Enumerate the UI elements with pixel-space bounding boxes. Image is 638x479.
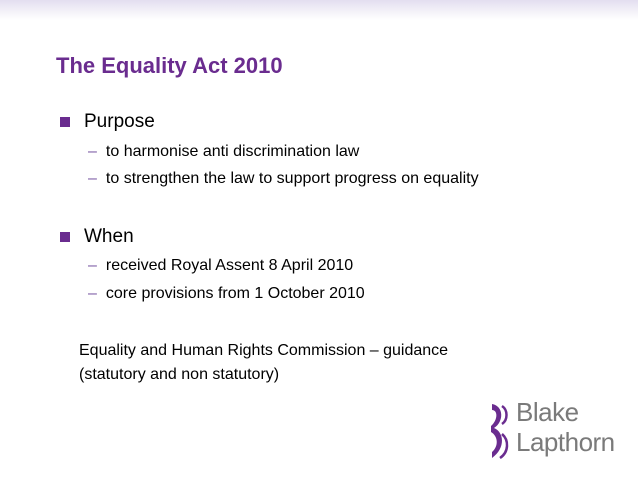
bullet-purpose-label: Purpose: [84, 111, 155, 132]
square-bullet-icon: [60, 232, 70, 242]
sub-bullet-strengthen: [88, 170, 479, 188]
logo-text-blake: Blake: [516, 397, 579, 427]
guidance-note-line: (statutory and non statutory): [79, 366, 280, 383]
sub-bullet-text: to strengthen the law to support progress on equality: [105, 170, 479, 187]
slide-title: The Equality Act 2010: [56, 53, 283, 78]
sub-bullet-text: to harmonise anti discrimination law: [105, 143, 360, 160]
guidance-note: [79, 339, 579, 387]
bullet-when-label: When: [84, 226, 134, 247]
square-bullet-icon: [60, 117, 70, 127]
dash-bullet-icon: –: [88, 170, 97, 187]
sub-bullet-royal-assent: [88, 257, 353, 275]
sub-bullet-text: core provisions from 1 October 2010: [105, 285, 365, 302]
bullet-purpose: [60, 111, 155, 133]
dash-bullet-icon: –: [88, 285, 97, 302]
guidance-note-line: Equality and Human Rights Commission – guidance: [79, 342, 449, 359]
blake-lapthorn-logo: [488, 397, 615, 462]
dash-bullet-icon: –: [88, 257, 97, 274]
sub-bullet-core-provisions: [88, 285, 365, 303]
logo-mark-icon: [488, 402, 510, 462]
top-decorative-band: [0, 0, 638, 20]
sub-bullet-harmonise: [88, 143, 359, 161]
sub-bullet-text: received Royal Assent 8 April 2010: [105, 257, 354, 274]
logo-text-lapthorn: Lapthorn: [516, 427, 615, 457]
bullet-when: [60, 226, 134, 248]
dash-bullet-icon: –: [88, 143, 97, 160]
